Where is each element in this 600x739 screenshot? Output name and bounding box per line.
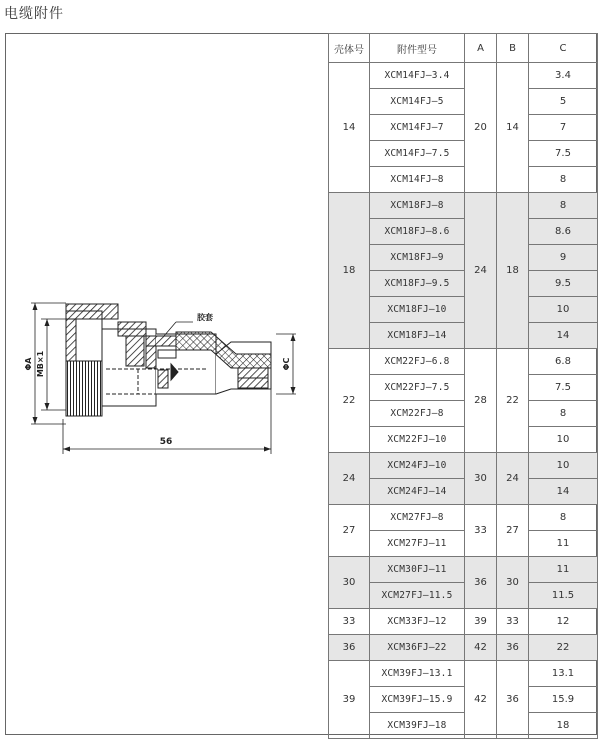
header-a: A	[465, 34, 497, 63]
table-row	[329, 635, 598, 661]
c-cell: 6.8	[529, 349, 598, 375]
table-row	[329, 141, 598, 167]
c-cell: 7.5	[529, 375, 598, 401]
table-row	[329, 661, 598, 687]
page-title: 电缆附件	[4, 6, 64, 22]
a-cell: 20	[465, 63, 497, 193]
c-cell: 10	[529, 427, 598, 453]
shell-cell: 30	[329, 557, 370, 609]
a-cell: 24	[465, 193, 497, 349]
model-cell: XCM18FJ—9	[370, 245, 465, 271]
model-cell: XCM18FJ—8.6	[370, 219, 465, 245]
c-cell: 14	[529, 479, 598, 505]
model-cell: XCM14FJ—7	[370, 115, 465, 141]
dim-mb: MB×1	[36, 350, 45, 378]
table-header-row	[329, 34, 598, 63]
c-cell: 9	[529, 245, 598, 271]
b-cell: 36	[497, 635, 529, 661]
c-cell: 12	[529, 609, 598, 635]
b-cell: 24	[497, 453, 529, 505]
table-row	[329, 349, 598, 375]
header-b: B	[497, 34, 529, 63]
c-cell: 15.9	[529, 687, 598, 713]
model-cell: XCM24FJ—10	[370, 453, 465, 479]
model-cell: XCM14FJ—8	[370, 167, 465, 193]
b-cell: 22	[497, 349, 529, 453]
a-cell: 33	[465, 505, 497, 557]
table-row	[329, 427, 598, 453]
table-row	[329, 713, 598, 739]
model-cell: XCM18FJ—9.5	[370, 271, 465, 297]
c-cell: 8	[529, 505, 598, 531]
model-cell: XCM36FJ—22	[370, 635, 465, 661]
table-row	[329, 401, 598, 427]
a-cell: 36	[465, 557, 497, 609]
table-row	[329, 479, 598, 505]
c-cell: 7.5	[529, 141, 598, 167]
table-row	[329, 583, 598, 609]
header-model: 附件型号	[370, 34, 465, 63]
b-cell: 33	[497, 609, 529, 635]
b-cell: 14	[497, 63, 529, 193]
dim-length: 56	[159, 437, 173, 447]
shell-cell: 22	[329, 349, 370, 453]
model-cell: XCM18FJ—10	[370, 297, 465, 323]
table-row	[329, 271, 598, 297]
c-cell: 8	[529, 401, 598, 427]
shell-cell: 36	[329, 635, 370, 661]
shell-cell: 27	[329, 505, 370, 557]
table-row	[329, 687, 598, 713]
shell-cell: 33	[329, 609, 370, 635]
c-cell: 13.1	[529, 661, 598, 687]
shell-cell: 24	[329, 453, 370, 505]
c-cell: 10	[529, 453, 598, 479]
model-cell: XCM24FJ—14	[370, 479, 465, 505]
c-cell: 18	[529, 713, 598, 739]
table-row	[329, 297, 598, 323]
table-row	[329, 89, 598, 115]
c-cell: 7	[529, 115, 598, 141]
c-cell: 11	[529, 557, 598, 583]
table-row	[329, 375, 598, 401]
a-cell: 28	[465, 349, 497, 453]
model-cell: XCM33FJ—12	[370, 609, 465, 635]
connector-drawing	[6, 34, 328, 734]
model-cell: XCM22FJ—6.8	[370, 349, 465, 375]
table-row	[329, 557, 598, 583]
c-cell: 9.5	[529, 271, 598, 297]
model-cell: XCM27FJ—11.5	[370, 583, 465, 609]
table-row	[329, 63, 598, 89]
table-row	[329, 115, 598, 141]
connector-body	[66, 304, 271, 416]
shell-cell: 39	[329, 661, 370, 739]
c-cell: 14	[529, 323, 598, 349]
c-cell: 3.4	[529, 63, 598, 89]
shell-cell: 14	[329, 63, 370, 193]
table-row	[329, 167, 598, 193]
header-shell: 壳体号	[329, 34, 370, 63]
a-cell: 39	[465, 609, 497, 635]
a-cell: 30	[465, 453, 497, 505]
c-cell: 22	[529, 635, 598, 661]
shell-cell: 18	[329, 193, 370, 349]
model-cell: XCM27FJ—8	[370, 505, 465, 531]
c-cell: 8	[529, 167, 598, 193]
model-cell: XCM14FJ—5	[370, 89, 465, 115]
a-cell: 42	[465, 661, 497, 739]
a-cell: 42	[465, 635, 497, 661]
table-row	[329, 219, 598, 245]
model-cell: XCM18FJ—14	[370, 323, 465, 349]
model-cell: XCM18FJ—8	[370, 193, 465, 219]
model-cell: XCM22FJ—8	[370, 401, 465, 427]
c-cell: 10	[529, 297, 598, 323]
c-cell: 11.5	[529, 583, 598, 609]
b-cell: 18	[497, 193, 529, 349]
dim-phi-c: ΦC	[282, 357, 291, 371]
label-jiaotao: 胶套	[197, 313, 213, 322]
c-cell: 11	[529, 531, 598, 557]
table-row	[329, 609, 598, 635]
table-row	[329, 193, 598, 219]
table-row	[329, 505, 598, 531]
model-cell: XCM22FJ—7.5	[370, 375, 465, 401]
b-cell: 30	[497, 557, 529, 609]
dim-phi-a: ΦA	[24, 357, 33, 371]
table-row	[329, 245, 598, 271]
table-row	[329, 531, 598, 557]
model-cell: XCM22FJ—10	[370, 427, 465, 453]
model-cell: XCM39FJ—13.1	[370, 661, 465, 687]
model-cell: XCM14FJ—3.4	[370, 63, 465, 89]
model-cell: XCM30FJ—11	[370, 557, 465, 583]
table-row	[329, 323, 598, 349]
c-cell: 5	[529, 89, 598, 115]
table-row	[329, 453, 598, 479]
c-cell: 8.6	[529, 219, 598, 245]
b-cell: 27	[497, 505, 529, 557]
c-cell: 8	[529, 193, 598, 219]
model-cell: XCM39FJ—15.9	[370, 687, 465, 713]
spec-table	[328, 33, 598, 739]
model-cell: XCM39FJ—18	[370, 713, 465, 739]
header-c: C	[529, 34, 598, 63]
model-cell: XCM14FJ—7.5	[370, 141, 465, 167]
model-cell: XCM27FJ—11	[370, 531, 465, 557]
b-cell: 36	[497, 661, 529, 739]
